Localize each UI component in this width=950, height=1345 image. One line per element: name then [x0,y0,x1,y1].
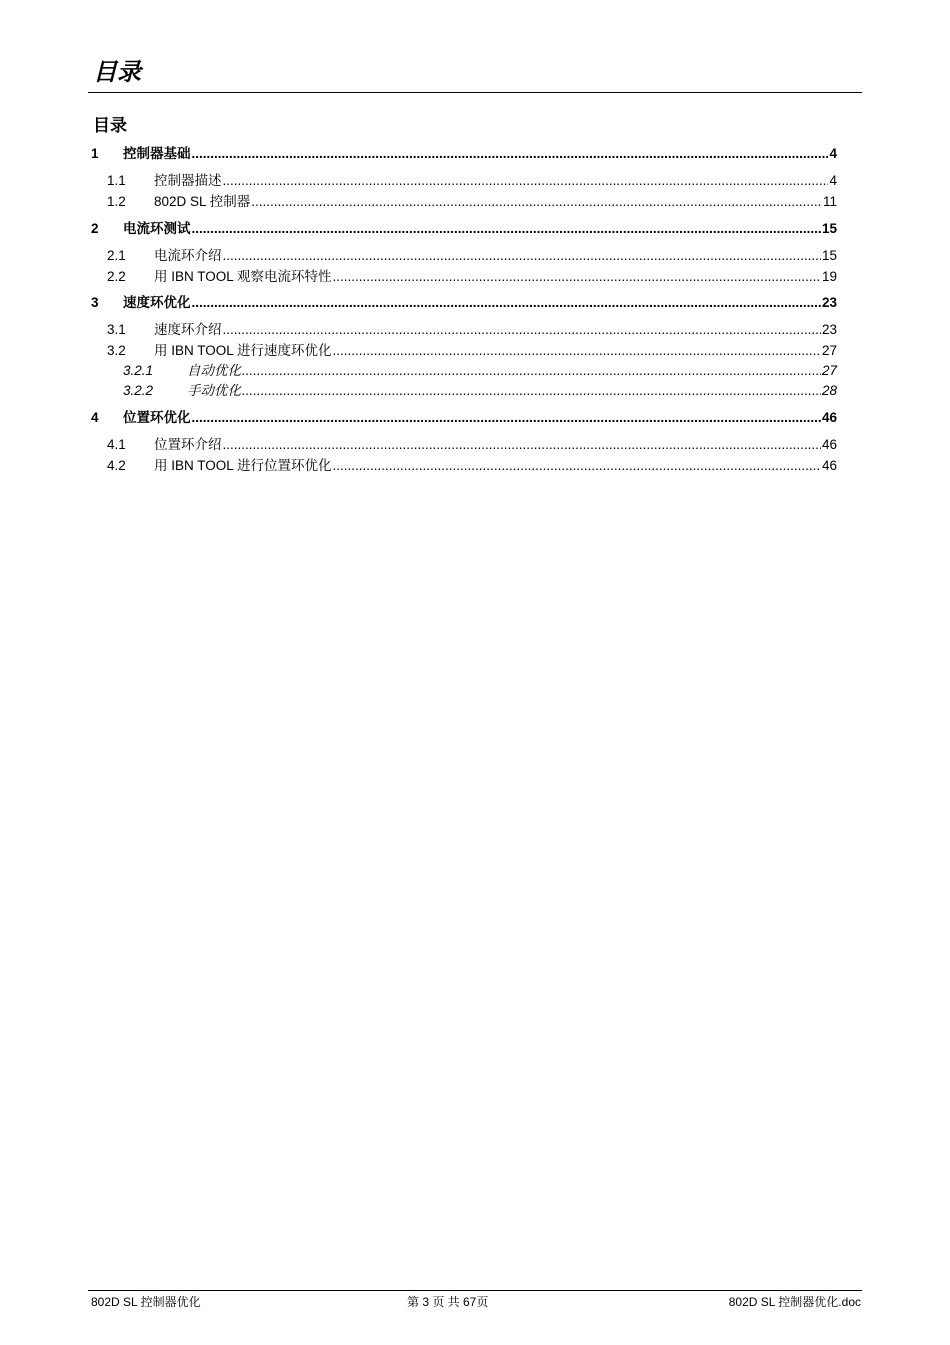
toc-entry-page: 27 [821,363,837,378]
toc-entry-page: 15 [821,248,837,263]
toc-entry[interactable] [91,294,837,312]
toc-entry-title: 802D SL 控制器 [154,194,251,209]
toc-entry-page: 46 [821,437,837,452]
toc-entry-page: 11 [822,194,837,209]
header-divider [88,92,862,93]
page-header-title: 目录 [93,59,141,86]
footer-divider [88,1290,862,1291]
toc-dot-leader [223,436,821,454]
toc-entry-number: 4.1 [107,437,126,452]
toc-entry-title: 位置环优化 [123,410,191,425]
toc-entry-number: 3 [91,295,99,310]
toc-entry[interactable] [91,321,837,339]
toc-entry-title: 速度环优化 [123,295,191,310]
toc-heading: 目录 [93,116,127,135]
toc-dot-leader [333,268,821,286]
toc-entry[interactable] [91,145,837,163]
toc-entry-title: 自动优化 [187,363,241,378]
toc-entry[interactable] [91,172,837,190]
toc-entry-page: 23 [821,295,837,310]
toc-entry-number: 4 [91,410,99,425]
toc-dot-leader [192,220,821,238]
toc-entry-number: 4.2 [107,458,126,473]
toc-dot-leader [223,172,829,190]
toc-dot-leader [333,457,821,475]
toc-entry-number: 2.2 [107,269,126,284]
toc-entry-title: 用 IBN TOOL 观察电流环特性 [154,269,332,284]
toc-entry-title: 控制器描述 [154,173,222,188]
toc-dot-leader [223,247,821,265]
toc-entry-number: 1 [91,146,99,161]
toc-entry-number: 3.2.2 [123,383,154,398]
toc-dot-leader [242,382,821,400]
toc-entry-page: 28 [821,383,837,398]
toc-entry[interactable] [91,362,837,380]
toc-entry[interactable] [91,268,837,286]
toc-entry-number: 2 [91,221,99,236]
toc-entry[interactable] [91,436,837,454]
toc-entry-number: 3.1 [107,322,126,337]
toc-dot-leader [242,362,821,380]
toc-entry-number: 2.1 [107,248,126,263]
toc-entry-title: 电流环测试 [123,221,191,236]
toc-dot-leader [192,145,829,163]
toc-entry-number: 3.2 [107,343,126,358]
toc-entry-page: 19 [821,269,837,284]
toc-entry-page: 23 [821,322,837,337]
toc-entry[interactable] [91,409,837,427]
footer-file-name: 802D SL 控制器优化.doc [728,1295,861,1309]
toc-entry[interactable] [91,220,837,238]
toc-dot-leader [192,294,821,312]
toc-entry-title: 手动优化 [187,383,241,398]
footer-page-number: 第 3 页 共 67页 [407,1295,489,1309]
toc-entry-page: 15 [821,221,837,236]
footer-document-title: 802D SL 控制器优化 [91,1295,201,1309]
toc-entry-number: 1.2 [107,194,126,209]
toc-entry-number: 3.2.1 [123,363,154,378]
toc-entry-page: 4 [829,146,837,161]
toc-entry[interactable] [91,457,837,475]
toc-entry-title: 电流环介绍 [154,248,222,263]
toc-entry[interactable] [91,382,837,400]
toc-entry-title: 控制器基础 [123,146,191,161]
toc-dot-leader [333,342,821,360]
toc-entry-page: 27 [821,343,837,358]
toc-entry-page: 46 [821,410,837,425]
toc-entry-page: 46 [821,458,837,473]
toc-dot-leader [251,193,822,211]
toc-dot-leader [192,409,821,427]
toc-entry-page: 4 [829,173,837,188]
toc-entry-title: 用 IBN TOOL 进行位置环优化 [154,458,332,473]
toc-dot-leader [223,321,821,339]
toc-entry-title: 位置环介绍 [154,437,222,452]
toc-entry[interactable] [91,247,837,265]
toc-entry[interactable] [91,342,837,360]
toc-entry-number: 1.1 [107,173,126,188]
toc-entry-title: 速度环介绍 [154,322,222,337]
toc-entry-title: 用 IBN TOOL 进行速度环优化 [154,343,332,358]
toc-entry[interactable] [91,193,837,211]
